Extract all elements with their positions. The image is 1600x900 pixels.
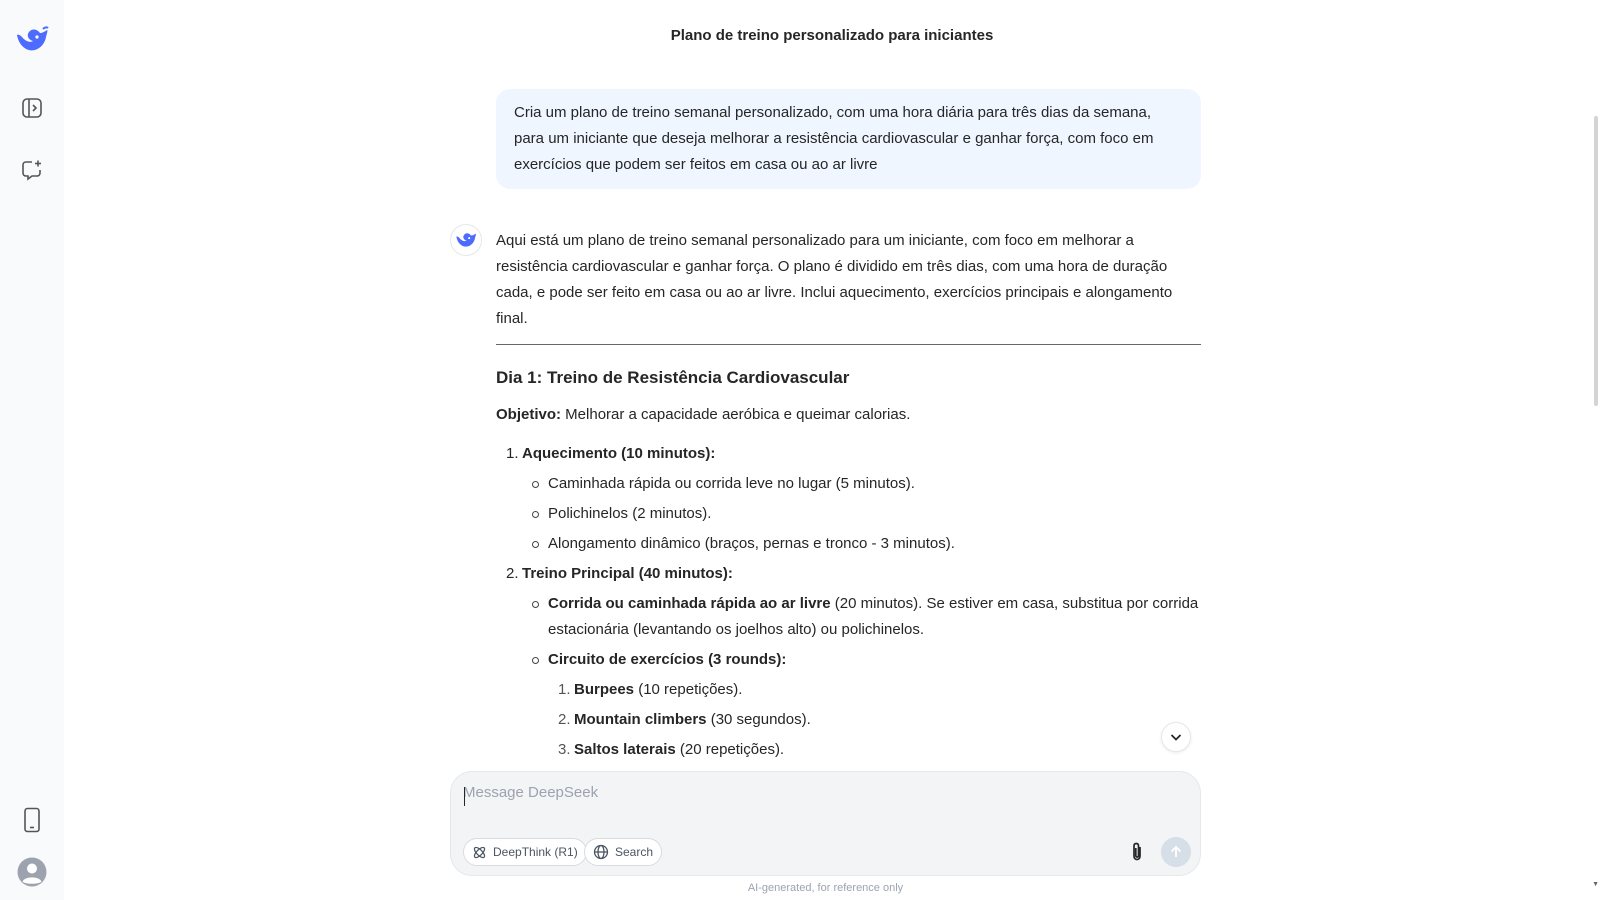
scrollbar[interactable] [1592,52,1600,900]
objective [496,402,1201,428]
sidebar-toggle-icon[interactable] [12,88,52,128]
exercise-name: Burpees [574,681,635,698]
list-number: 1. [506,445,519,462]
scroll-down-arrow-icon[interactable]: ▼ [1592,881,1599,888]
scroll-to-bottom-button[interactable] [1161,722,1191,752]
bullet-icon [532,481,539,488]
circuit-title: Circuito de exercícios (3 rounds): [548,651,787,668]
search-toggle-button[interactable] [584,838,662,866]
section-title: Treino Principal (40 minutos): [522,565,733,582]
message-composer [450,771,1201,876]
list-item [522,531,1201,557]
deepthink-label: DeepThink (R1) [493,845,578,859]
paperclip-icon [1128,841,1146,863]
assistant-message [440,220,1220,772]
warmup-list [522,471,1201,557]
divider [496,344,1201,345]
exercise-detail: (10 repetições). [634,681,743,698]
section-title: Aquecimento (10 minutos): [522,445,716,462]
list-number: 2. [558,711,571,728]
list-item [522,501,1201,527]
list-number: 3. [558,741,571,758]
list-item [548,707,1201,733]
deepseek-logo-icon[interactable] [12,20,52,60]
list-number: 2. [506,565,519,582]
objective-label: Objetivo: [496,406,562,423]
conversation-title: Plano de treino personalizado para iniciantes [670,27,994,44]
exercise-detail: (30 segundos). [706,711,811,728]
bullet-icon [532,657,539,664]
list-item [522,471,1201,497]
user-avatar-icon[interactable] [12,852,52,892]
disclaimer-text: AI-generated, for reference only [747,882,904,894]
assistant-avatar-icon [450,224,482,256]
list-item [496,561,1201,793]
exercise-name: Mountain climbers [574,711,707,728]
atom-icon [472,845,487,860]
list-item [548,677,1201,703]
user-message-text: Cria um plano de treino semanal personalizado, com uma hora diária para três dias da semana, para um iniciante que deseja melhorar a resistência cardiovascular e ganhar força, com foco em exercícios que podem ser feitos em casa ou ao ar livre [514,104,1154,173]
bullet-icon [532,511,539,518]
bullet-icon [532,541,539,548]
user-message-bubble [496,89,1201,189]
assistant-message-content [496,228,1201,797]
list-item-text: Polichinelos (2 minutos). [548,505,712,522]
list-item [496,441,1201,557]
send-button[interactable] [1161,837,1191,867]
text-caret [464,787,465,806]
deepthink-toggle-button[interactable] [463,838,587,866]
day1-heading: Dia 1: Treino de Resistência Cardiovascular [496,368,850,387]
list-number: 1. [558,681,571,698]
globe-icon [593,844,609,860]
run-bold: Corrida ou caminhada rápida ao ar livre [548,595,831,612]
assistant-intro: Aqui está um plano de treino semanal personalizado para um iniciante, com foco em melhorar a resistência cardiovascular e ganhar força. O plano é dividido em três dias, com uma hora de duração cada, e pode ser feito em casa ou ao ar livre. Inclui aquecimento, exercícios principais e alongamento final. [496,232,1173,327]
arrow-up-icon [1169,845,1183,859]
message-input[interactable] [463,784,1183,814]
list-item-text: Caminhada rápida ou corrida leve no lugar (5 minutos). [548,475,915,492]
list-item [522,591,1201,643]
objective-text: Melhorar a capacidade aeróbica e queimar calorias. [561,406,911,423]
exercise-detail: (20 repetições). [675,741,785,758]
new-chat-icon[interactable] [12,150,52,190]
chevron-down-icon [1169,730,1183,744]
day1-section-list [496,441,1201,793]
exercise-name: Saltos laterais [574,741,676,758]
sidebar [0,0,64,900]
main-workout-list [522,591,1201,793]
attach-file-button[interactable] [1125,840,1149,864]
list-item-text: Alongamento dinâmico (braços, pernas e tronco - 3 minutos). [548,535,955,552]
search-label: Search [615,845,654,859]
scrollbar-thumb[interactable] [1594,116,1598,406]
list-item [548,737,1201,763]
phone-icon[interactable] [12,800,52,840]
run-text: (20 minutos). Se estiver em casa, substitua por corrida estacionária (levantando os joelhos alto) ou polichinelos. [548,595,1199,638]
bullet-icon [532,601,539,608]
